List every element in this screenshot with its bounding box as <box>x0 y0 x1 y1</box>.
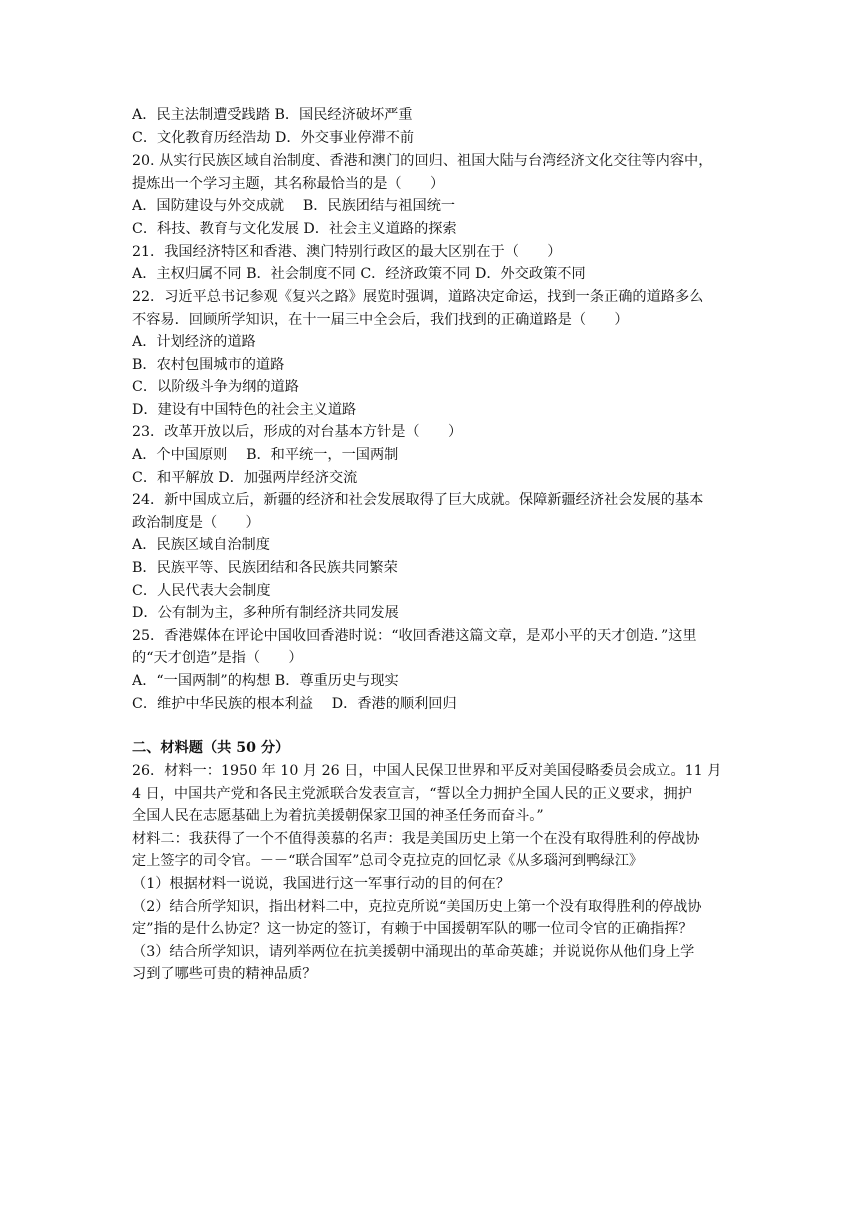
q24-option-b: B．民族平等、民族团结和各民族共同繁荣 <box>132 560 398 576</box>
q20-option-line-2: C．科技、教育与文化发展 D．社会主义道路的探索 <box>132 221 457 237</box>
q26-question-3-line-1: （3）结合所学知识，请列举两位在抗美援朝中涌现出的革命英雄；并说说你从他们身上学 <box>132 944 695 960</box>
q26-question-2-line-2: 定”指的是什么协定？这一协定的签订，有赖于中国援朝军队的哪一位司令官的正确指挥？ <box>132 921 693 937</box>
q19-option-line-2: C．文化教育历经浩劫 D．外交事业停滞不前 <box>132 130 415 146</box>
q23-stem: 23．改革开放以后，形成的对台基本方针是（ ） <box>132 424 463 440</box>
q22-option-a: A．计划经济的道路 <box>132 334 256 350</box>
section-title: 二、材料题（共 50 分） <box>132 740 290 756</box>
q22-option-b: B．农村包围城市的道路 <box>132 357 285 373</box>
q20-stem-line-1: 20. 从实行民族区域自治制度、香港和澳门的回归、祖国大陆与台湾经济文化交往等内容中， <box>132 153 713 169</box>
q25-option-line-1: A．“一国两制”的构想 B．尊重历史与现实 <box>132 673 399 689</box>
q22-stem-line-2: 不容易．回顾所学知识，在十一届三中全会后，我们找到的正确道路是（ ） <box>132 312 629 328</box>
q26-question-1: （1）根据材料一说说，我国进行这一军事行动的目的何在？ <box>132 876 510 892</box>
q26-material-line-3: 全国人民在志愿基础上为着抗美援朝保家卫国的神圣任务而奋斗。” <box>132 808 544 824</box>
q26-material-line-1: 26．材料一：1950 年 10 月 26 日，中国人民保卫世界和平反对美国侵略委员会成立。11 月 <box>132 763 722 779</box>
q20-stem-line-2: 提炼出一个学习主题，其名称最恰当的是（ ） <box>132 176 445 192</box>
q22-option-c: C．以阶级斗争为纲的道路 <box>132 379 299 395</box>
q25-stem-line-1: 25．香港媒体在评论中国收回香港时说：“收回香港这篇文章，是邓小平的天才创造．”这里 <box>132 628 697 644</box>
q20-option-line-1: A．国防建设与外交成就 B．民族团结与祖国统一 <box>132 198 456 214</box>
q25-option-line-2: C．维护中华民族的根本利益 D．香港的顺利回归 <box>132 696 457 712</box>
q26-question-3-line-2: 习到了哪些可贵的精神品质？ <box>132 966 317 982</box>
q23-option-line-1: A．个中国原则 B．和平统一，一国两制 <box>132 447 399 463</box>
q22-option-d: D．建设有中国特色的社会主义道路 <box>132 402 357 418</box>
q24-option-a: A．民族区域自治制度 <box>132 537 270 553</box>
q24-option-c: C．人民代表大会制度 <box>132 583 271 599</box>
q21-options: A．主权归属不同 B．社会制度不同 C．经济政策不同 D．外交政策不同 <box>132 266 586 282</box>
q19-option-line-1: A．民主法制遭受践踏 B．国民经济破坏严重 <box>132 107 413 123</box>
q26-question-2-line-1: （2）结合所学知识，指出材料二中，克拉克所说“美国历史上第一个没有取得胜利的停战协 <box>132 899 702 915</box>
q23-option-line-2: C．和平解放 D．加强两岸经济交流 <box>132 470 358 486</box>
q25-stem-line-2: 的“天才创造”是指（ ） <box>132 650 303 666</box>
q22-stem-line-1: 22．习近平总书记参观《复兴之路》展览时强调，道路决定命运，找到一条正确的道路多么 <box>132 289 704 305</box>
q26-material-line-5: 定上签字的司令官。－－“联合国军”总司令克拉克的回忆录《从多瑙河到鸭绿江》 <box>132 853 644 869</box>
q24-option-d: D．公有制为主，多种所有制经济共同发展 <box>132 605 399 621</box>
q21-stem: 21．我国经济特区和香港、澳门特别行政区的最大区别在于（ ） <box>132 244 562 260</box>
q24-stem-line-2: 政治制度是（ ） <box>132 515 260 531</box>
q26-material-line-2: 4 日，中国共产党和各民主党派联合发表宣言，“誓以全力拥护全国人民的正义要求，拥护 <box>132 786 692 802</box>
q26-material-line-4: 材料二：我获得了一个不值得羡慕的名声：我是美国历史上第一个在没有取得胜利的停战协 <box>132 831 700 847</box>
q24-stem-line-1: 24．新中国成立后，新疆的经济和社会发展取得了巨大成就。保障新疆经济社会发展的基本 <box>132 492 704 508</box>
